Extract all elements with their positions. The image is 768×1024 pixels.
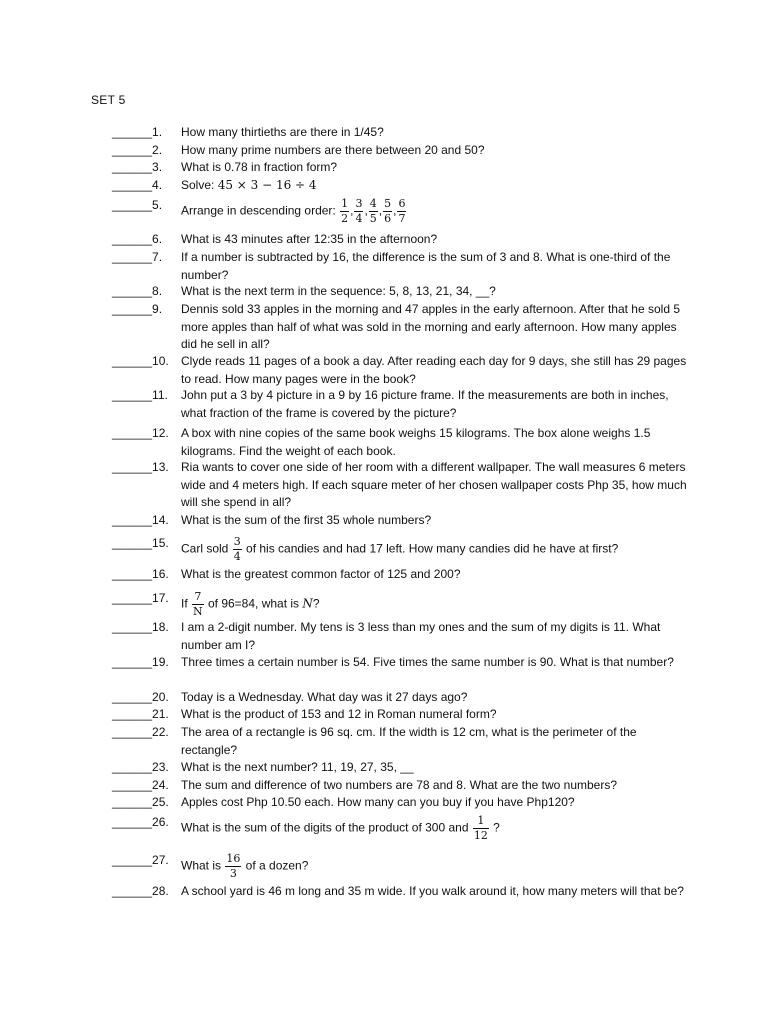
question-item [112,759,692,777]
question-text: I am a 2-digit number. My tens is 3 less than my ones and the sum of my digits is 11. What number am I? [181,620,661,652]
fraction-denominator: 7 [398,212,406,225]
fraction-numerator: 16 [226,852,241,865]
question-text: If $\frac{7}{N}$ of 96=84, what is N? [181,590,320,618]
question-item [112,852,692,881]
set-title: SET 5 [91,93,126,107]
fraction-denominator: N [193,605,203,618]
question-text: What is the greatest common factor of 125 and 200? [181,567,461,581]
answer-blank: ______9. [112,302,163,316]
question-item [112,142,692,160]
question-item [112,794,692,812]
answer-blank: ______8. [112,284,163,298]
fraction-numerator: 3 [233,535,241,548]
question-item [112,619,692,654]
question-item [112,249,692,284]
fraction [225,852,241,881]
answer-blank: ______22. [112,725,169,739]
question-text: How many prime numbers are there between 20 and 50? [181,143,485,157]
fraction [192,590,204,619]
answer-blank: ______4. [112,178,163,192]
answer-blank: ______16. [112,567,169,581]
question-text: Arrange in descending order: $\frac{1}{2}$ , $\frac{3}{4}$ , $\frac{4}{5}$ , $\frac{5}{6}$ , $\frac{6}{7}$ [181,197,406,225]
question-text: The area of a rectangle is 96 sq. cm. If the width is 12 cm, what is the perimeter of the rectangle? [181,725,637,757]
question-item [112,724,692,759]
question-text: Clyde reads 11 pages of a book a day. After reading each day for 9 days, she still has 29 pages to read. How many pages were in the book? [181,354,687,386]
answer-blank: ______3. [112,160,163,174]
fraction [354,197,363,226]
fraction-denominator: 3 [229,867,237,880]
math-variable: N [302,596,313,611]
question-item [112,689,692,707]
question-item [112,459,692,512]
fraction-denominator: 6 [384,212,392,225]
question-item [112,777,692,795]
question-text: What is 0.78 in fraction form? [181,160,338,174]
math-expression: 45 × 3 − 16 ÷ 4 [217,178,317,192]
question-text: A school yard is 46 m long and 35 m wide. If you walk around it, how many meters will that be? [181,884,684,898]
question-item [112,706,692,724]
question-item [112,566,692,584]
fraction [233,535,242,564]
question-item [112,425,692,460]
answer-blank: ______6. [112,232,163,246]
question-item [112,197,692,226]
answer-blank: ______15. [112,536,169,550]
question-item [112,159,692,177]
answer-blank: ______14. [112,513,169,527]
answer-blank: ______10. [112,354,169,368]
fraction-numerator: 5 [384,197,392,210]
answer-blank: ______2. [112,143,163,157]
fraction-numerator: 3 [355,197,363,210]
question-item [112,387,692,422]
question-text: What is the product of 153 and 12 in Roman numeral form? [181,707,497,721]
question-item [112,353,692,388]
answer-blank: ______26. [112,815,169,829]
fraction [397,197,406,226]
fraction-denominator: 5 [369,212,377,225]
answer-blank: ______19. [112,655,169,669]
fraction [369,197,378,226]
question-text: Carl sold $\frac{3}{4}$ of his candies and had 17 left. How many candies did he have at first? [181,535,619,563]
answer-blank: ______13. [112,460,169,474]
question-text: What is the next number? 11, 19, 27, 35, __ [181,760,414,774]
fraction [383,197,392,226]
question-item [112,283,692,301]
fraction [473,814,489,843]
fraction-numerator: 4 [369,197,377,210]
answer-blank: ______12. [112,426,169,440]
question-text: Today is a Wednesday. What day was it 27 days ago? [181,690,468,704]
answer-blank: ______28. [112,884,169,898]
question-text: What is $\frac{16}{3}$ of a dozen? [181,852,309,880]
answer-blank: ______23. [112,760,169,774]
question-text: How many thirtieths are there in 1/45? [181,125,384,139]
fraction-numerator: 1 [473,814,489,829]
answer-blank: ______7. [112,250,163,264]
question-item [112,231,692,249]
question-text: The sum and difference of two numbers are 78 and 8. What are the two numbers? [181,778,618,792]
question-item [112,124,692,142]
question-item [112,535,692,564]
answer-blank: ______24. [112,778,169,792]
fraction-denominator: 4 [233,550,241,563]
answer-blank: ______27. [112,853,169,867]
question-item [112,177,692,195]
question-text: What is the sum of the digits of the product of 300 and $\frac{1}{12}$ ? [181,814,500,842]
question-text: Three times a certain number is 54. Five times the same number is 90. What is that number? [181,655,674,669]
answer-blank: ______20. [112,690,169,704]
question-text: What is 43 minutes after 12:35 in the afternoon? [181,232,438,246]
answer-blank: ______21. [112,707,169,721]
question-item [112,590,692,619]
question-text: A box with nine copies of the same book weighs 15 kilograms. The box alone weighs 1.5 kilograms. Find the weight of each book. [181,426,651,458]
answer-blank: ______25. [112,795,169,809]
question-text: Ria wants to cover one side of her room with a different wallpaper. The wall measures 6 meters wide and 4 meters high. If each square meter of her chosen wallpaper costs Php 35, how much will she spend in all? [181,460,687,509]
question-text: What is the next term in the sequence: 5, 8, 13, 21, 34, __? [181,284,496,298]
question-item [112,654,692,672]
fraction [340,197,349,226]
answer-blank: ______18. [112,620,169,634]
fraction-denominator: 2 [341,212,349,225]
fraction-numerator: 7 [192,590,204,605]
question-text: If a number is subtracted by 16, the difference is the sum of 3 and 8. What is one-third of the number? [181,250,671,282]
answer-blank: ______1. [112,125,163,139]
answer-blank: ______17. [112,591,169,605]
question-text: John put a 3 by 4 picture in a 9 by 16 picture frame. If the measurements are both in inches, what fraction of the frame is covered by the picture? [181,388,669,420]
fraction-numerator: 1 [341,197,349,210]
answer-blank: ______5. [112,198,163,212]
question-item [112,301,692,354]
fraction-denominator: 4 [355,212,363,225]
question-item [112,512,692,530]
question-item [112,814,692,843]
fraction-denominator: 12 [473,829,488,842]
question-text: Solve: 45 × 3 − 16 ÷ 4 [181,178,317,192]
question-text: Dennis sold 33 apples in the morning and 47 apples in the early afternoon. After that he sold 5 more apples than half of what was sold in the morning and early afternoon. How many apples did he sell in all? [181,302,680,351]
fraction-numerator: 6 [398,197,406,210]
question-item [112,883,692,901]
question-text: What is the sum of the first 35 whole numbers? [181,513,432,527]
question-text: Apples cost Php 10.50 each. How many can you buy if you have Php120? [181,795,575,809]
answer-blank: ______11. [112,388,168,402]
